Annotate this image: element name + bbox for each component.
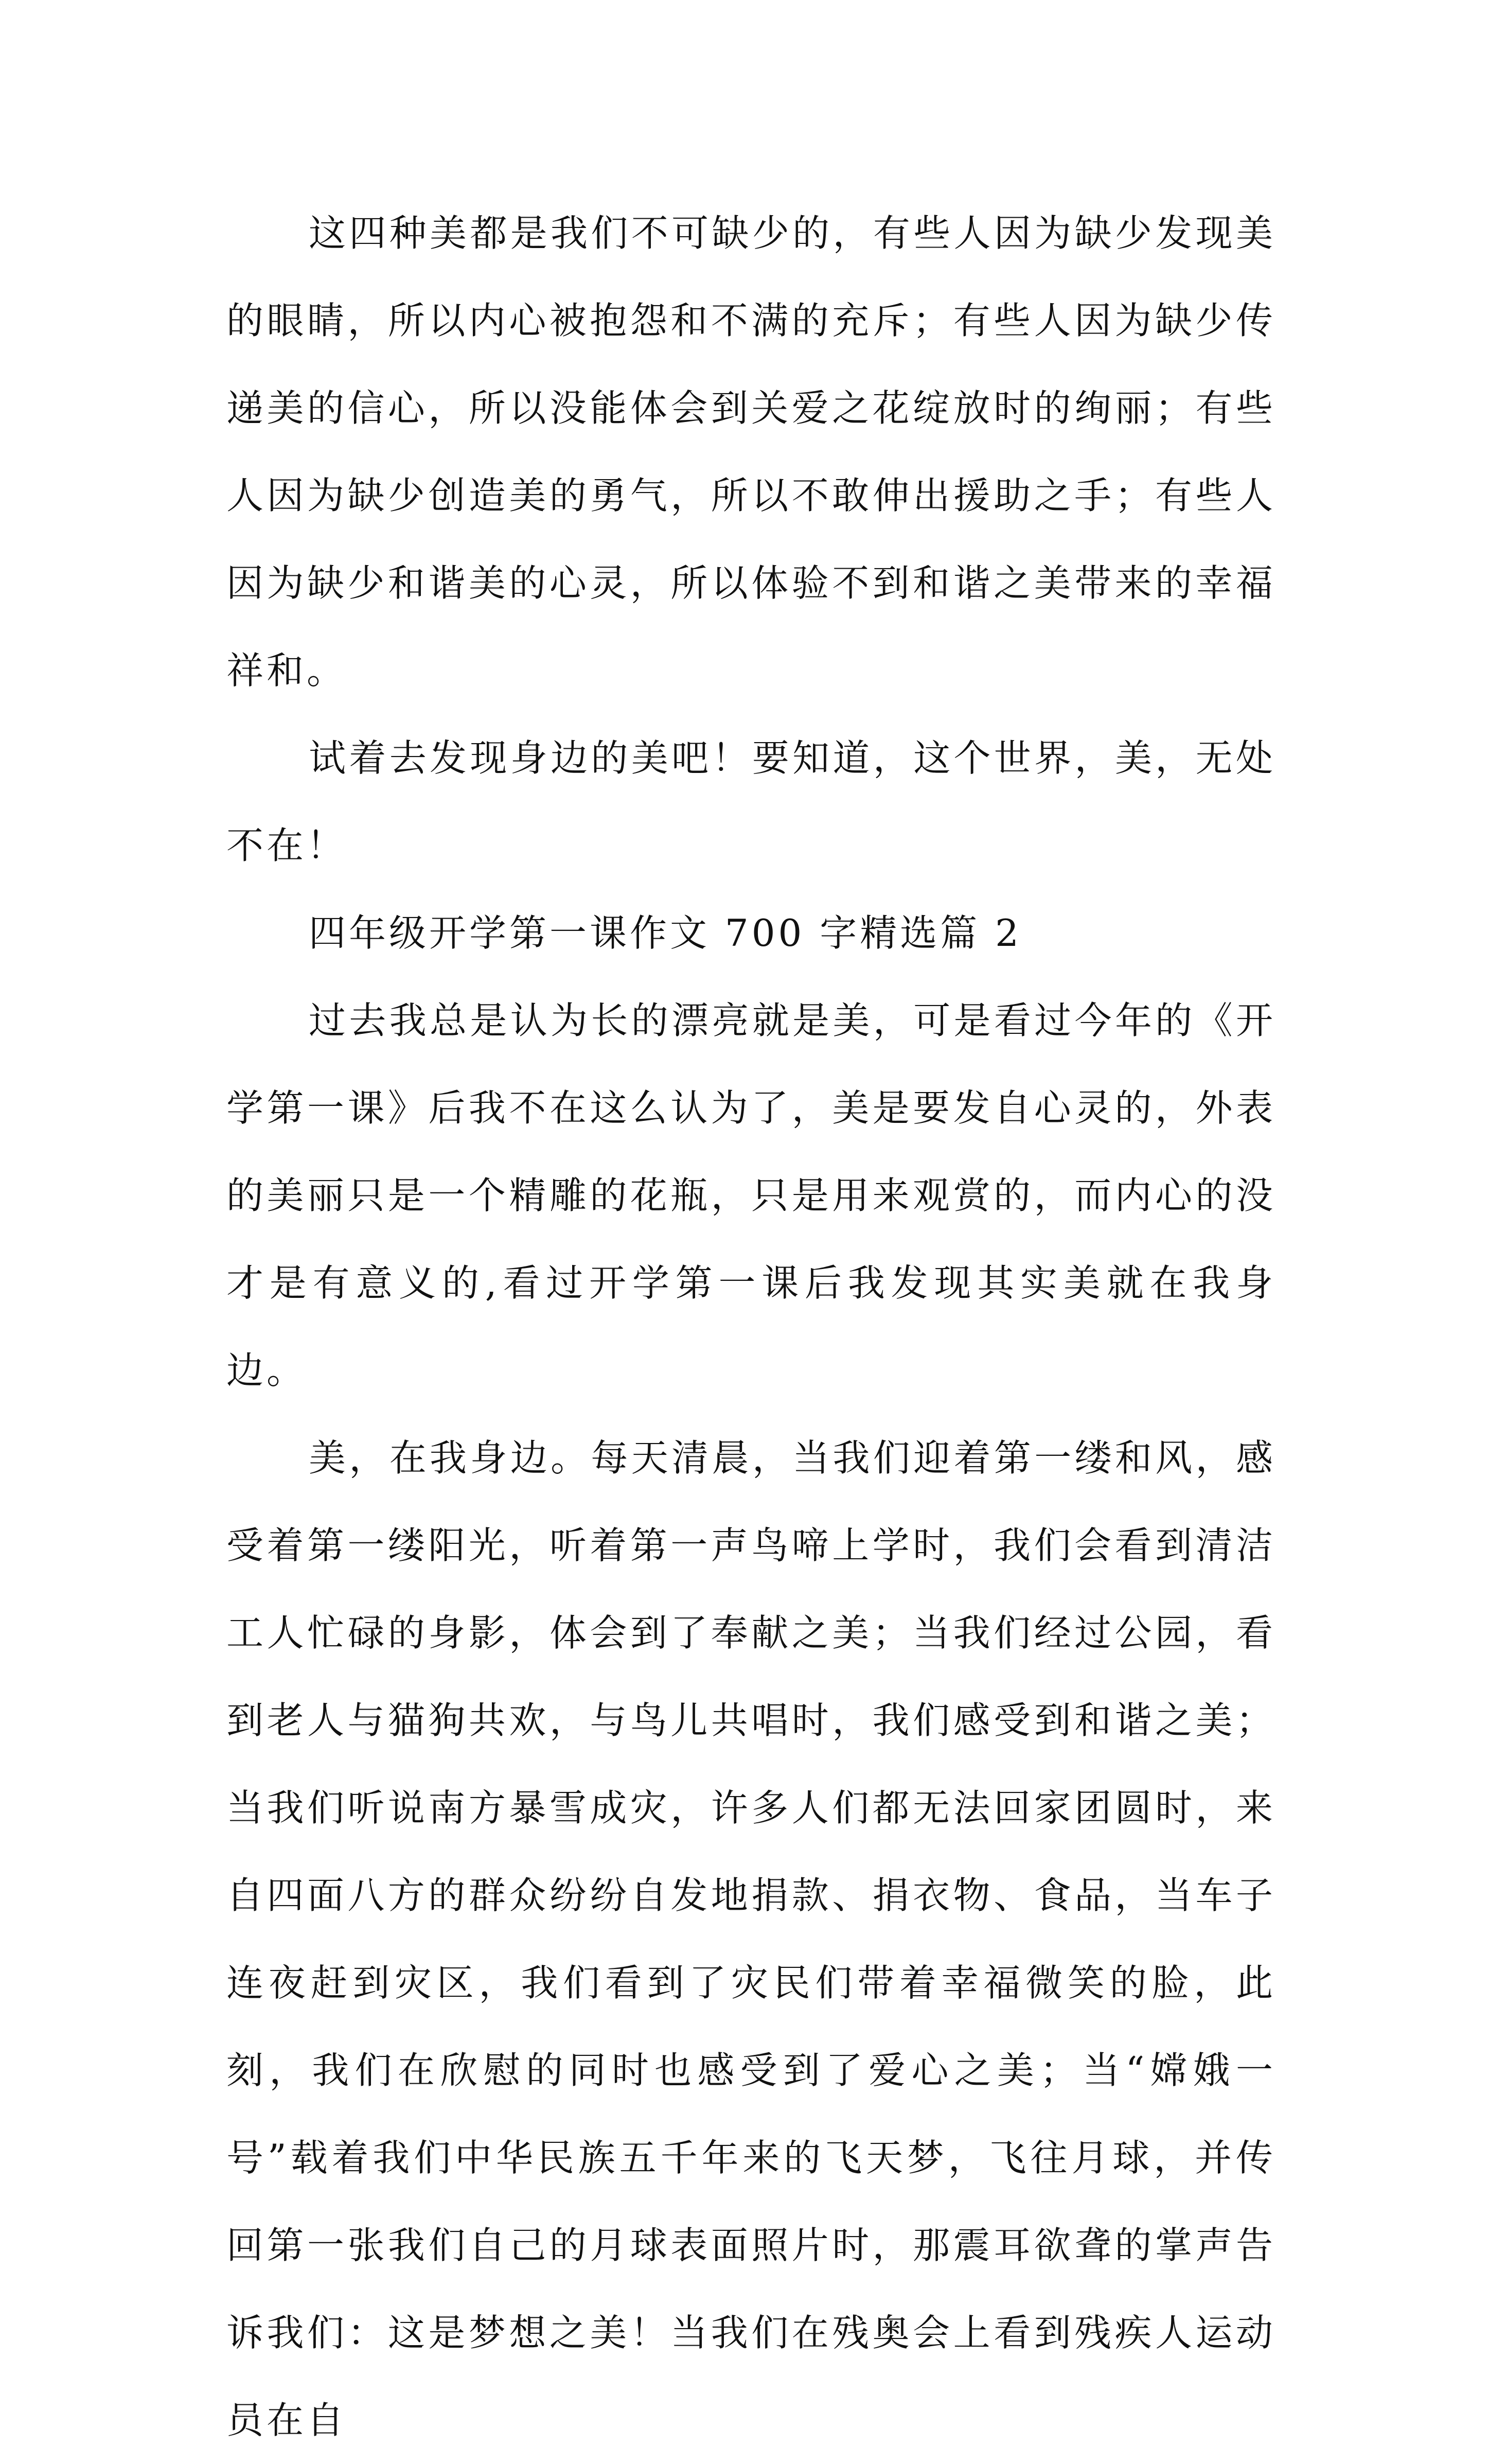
paragraph-beauty-around-me: 美，在我身边。每天清晨，当我们迎着第一缕和风，感受着第一缕阳光，听着第一声鸟啼上学时，我们会看到清洁工人忙碌的身影，体会到了奉献之美；当我们经过公园，看到老人与猫狗共欢，与鸟儿共唱时，我们感受到和谐之美；当我们听说南方暴雪成灾，许多人们都无法回家团圆时，来自四面八方的群众纷纷自发地捐款、捐衣物、食品，当车子连夜赶到灾区，我们看到了灾民们带着幸福微笑的脸，此刻，我们在欣慰的同时也感受到了爱心之美；当“嫦娥一号”载着我们中华民族五千年来的飞天梦，飞往月球，并传回第一张我们自己的月球表面照片时，那震耳欲聋的掌声告诉我们：这是梦想之美！当我们在残奥会上看到残疾人运动员在自	[226, 1436, 1276, 2442]
document-body	[226, 189, 1276, 2464]
paragraph-opening-lesson: 过去我总是认为长的漂亮就是美，可是看过今年的《开学第一课》后我不在这么认为了，美是要发自心灵的，外表的美丽只是一个精雕的花瓶，只是用来观赏的，而内心的没才是有意义的,看过开学第一课后我发现其实美就在我身边。	[226, 999, 1276, 1392]
essay-heading: 四年级开学第一课作文 700 字精选篇 2	[309, 911, 1022, 955]
paragraph-discover-beauty: 试着去发现身边的美吧！要知道，这个世界，美，无处不在！	[226, 736, 1276, 867]
paragraph-four-beauties: 这四种美都是我们不可缺少的，有些人因为缺少发现美的眼睛，所以内心被抱怨和不满的充斥；有些人因为缺少传递美的信心，所以没能体会到关爱之花绽放时的绚丽；有些人因为缺少创造美的勇气，所以不敢伸出援助之手；有些人因为缺少和谐美的心灵，所以体验不到和谐之美带来的幸福祥和。	[226, 212, 1276, 692]
